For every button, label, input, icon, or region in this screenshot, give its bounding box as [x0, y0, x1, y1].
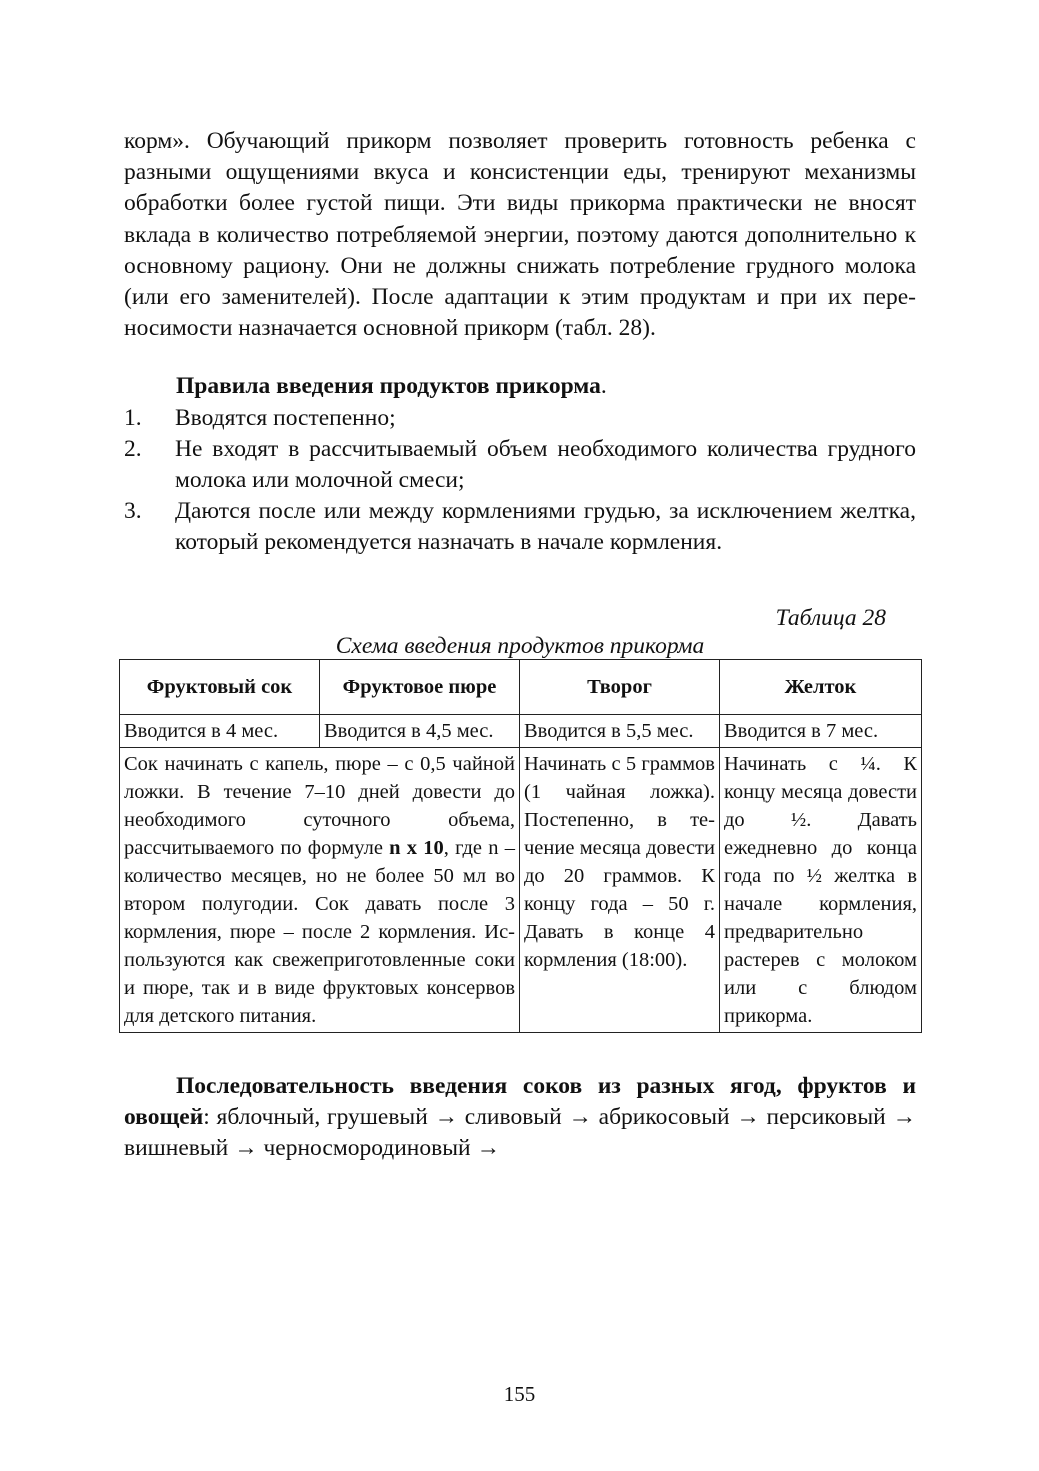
header-yolk: Желток [720, 659, 922, 714]
cell-yolk-intro: Вводится в 7 мес. [720, 714, 922, 747]
rules-heading-text: Правила введения продуктов прикорма [176, 373, 601, 400]
header-fruit-puree: Фруктовое пюре [320, 659, 520, 714]
feeding-scheme-table [119, 659, 922, 1033]
rules-item-text: Вводятся постепенно; [175, 404, 396, 431]
page-number: 155 [503, 1382, 536, 1406]
table-header-row [120, 659, 922, 714]
sequence-text: : яблочный, грушевый → сливовый → абрикосовый → персиковый → вишневый → черносмородиновый → [124, 1103, 916, 1162]
table-caption: Схема введения продуктов прикорма [335, 632, 705, 659]
juice-puree-formula: n x 10 [389, 836, 444, 859]
juice-puree-text-before: Сок начинать с капель, пюре – с 0,5 чайной ложки. В течение 7–10 дней довести до необходимого суточного объема, рассчитываемого по формуле [124, 752, 515, 859]
table-row [120, 714, 922, 747]
cell-cottage-cheese-details: Начинать с 5 граммов (1 чайная ложка). Постепенно, в течение месяца довести до 20 граммов. К концу года – 50 г. Давать в конце 4 кормления (18:00). [520, 747, 720, 1032]
rules-heading-suffix: . [600, 373, 607, 400]
rules-item-number: 3. [124, 498, 142, 525]
table-label: Таблица 28 [775, 604, 886, 631]
table-row [120, 747, 922, 1032]
juice-puree-text-after: , где n – количество месяцев, но не более 50 мл во втором полугодии. Сок давать после 3 кормления, пюре – после 2 кормления. Используются как свежеприготовленные соки и пюре, так и в виде фруктовых консервов для детского питания. [124, 836, 515, 1027]
header-cottage-cheese: Творог [520, 659, 720, 714]
page-body [124, 126, 916, 1164]
rules-item-number: 2. [124, 435, 142, 462]
header-fruit-juice: Фруктовый сок [120, 659, 320, 714]
cell-juice-puree-details [120, 747, 520, 1032]
intro-paragraph: корм». Обучающий прикорм позволяет проверить готовность ребенка с разными ощущениями вкуса и консистенции еды, тренируют механизмы обработки более густой пищи. Эти виды прикорма практически не вносят вклада в количество потребляемой энергии, поэтому даются дополнительно к основному рациону. Они не должны снижать потребление грудного молока (или его заменителей). После адаптации к этим продуктам и при их переносимости назначается основной прикорм (табл. 28). [124, 128, 916, 342]
sequence-heading: Последовательность введения соков из разных ягод, фруктов и овощей [124, 1072, 916, 1130]
cell-cottage-cheese-intro: Вводится в 5,5 мес. [520, 714, 720, 747]
cell-juice-intro: Вводится в 4 мес. [120, 714, 320, 747]
sequence-paragraph [124, 1071, 916, 1165]
cell-puree-intro: Вводится в 4,5 мес. [320, 714, 520, 747]
rules-item-text: Даются после или между кормлениями грудью, за исключением желтка, который рекомендуется назначать в начале кормления. [175, 498, 916, 556]
rules-item-text: Не входят в рассчитываемый объем необходимого количества грудного молока или молочной смеси; [175, 435, 916, 494]
rules-item-number: 1. [124, 404, 142, 431]
rules-list-item [124, 434, 916, 496]
rules-heading [124, 371, 916, 402]
cell-yolk-details: Начинать с ¼. К концу месяца довести до ½. Давать ежедневно до конца года по ½ желтка в начале кормления, предварительно растерев с молоком или с блюдом прикорма. [720, 747, 922, 1032]
rules-list [124, 403, 916, 559]
rules-list-item [124, 496, 916, 558]
rules-list-item [124, 403, 916, 434]
